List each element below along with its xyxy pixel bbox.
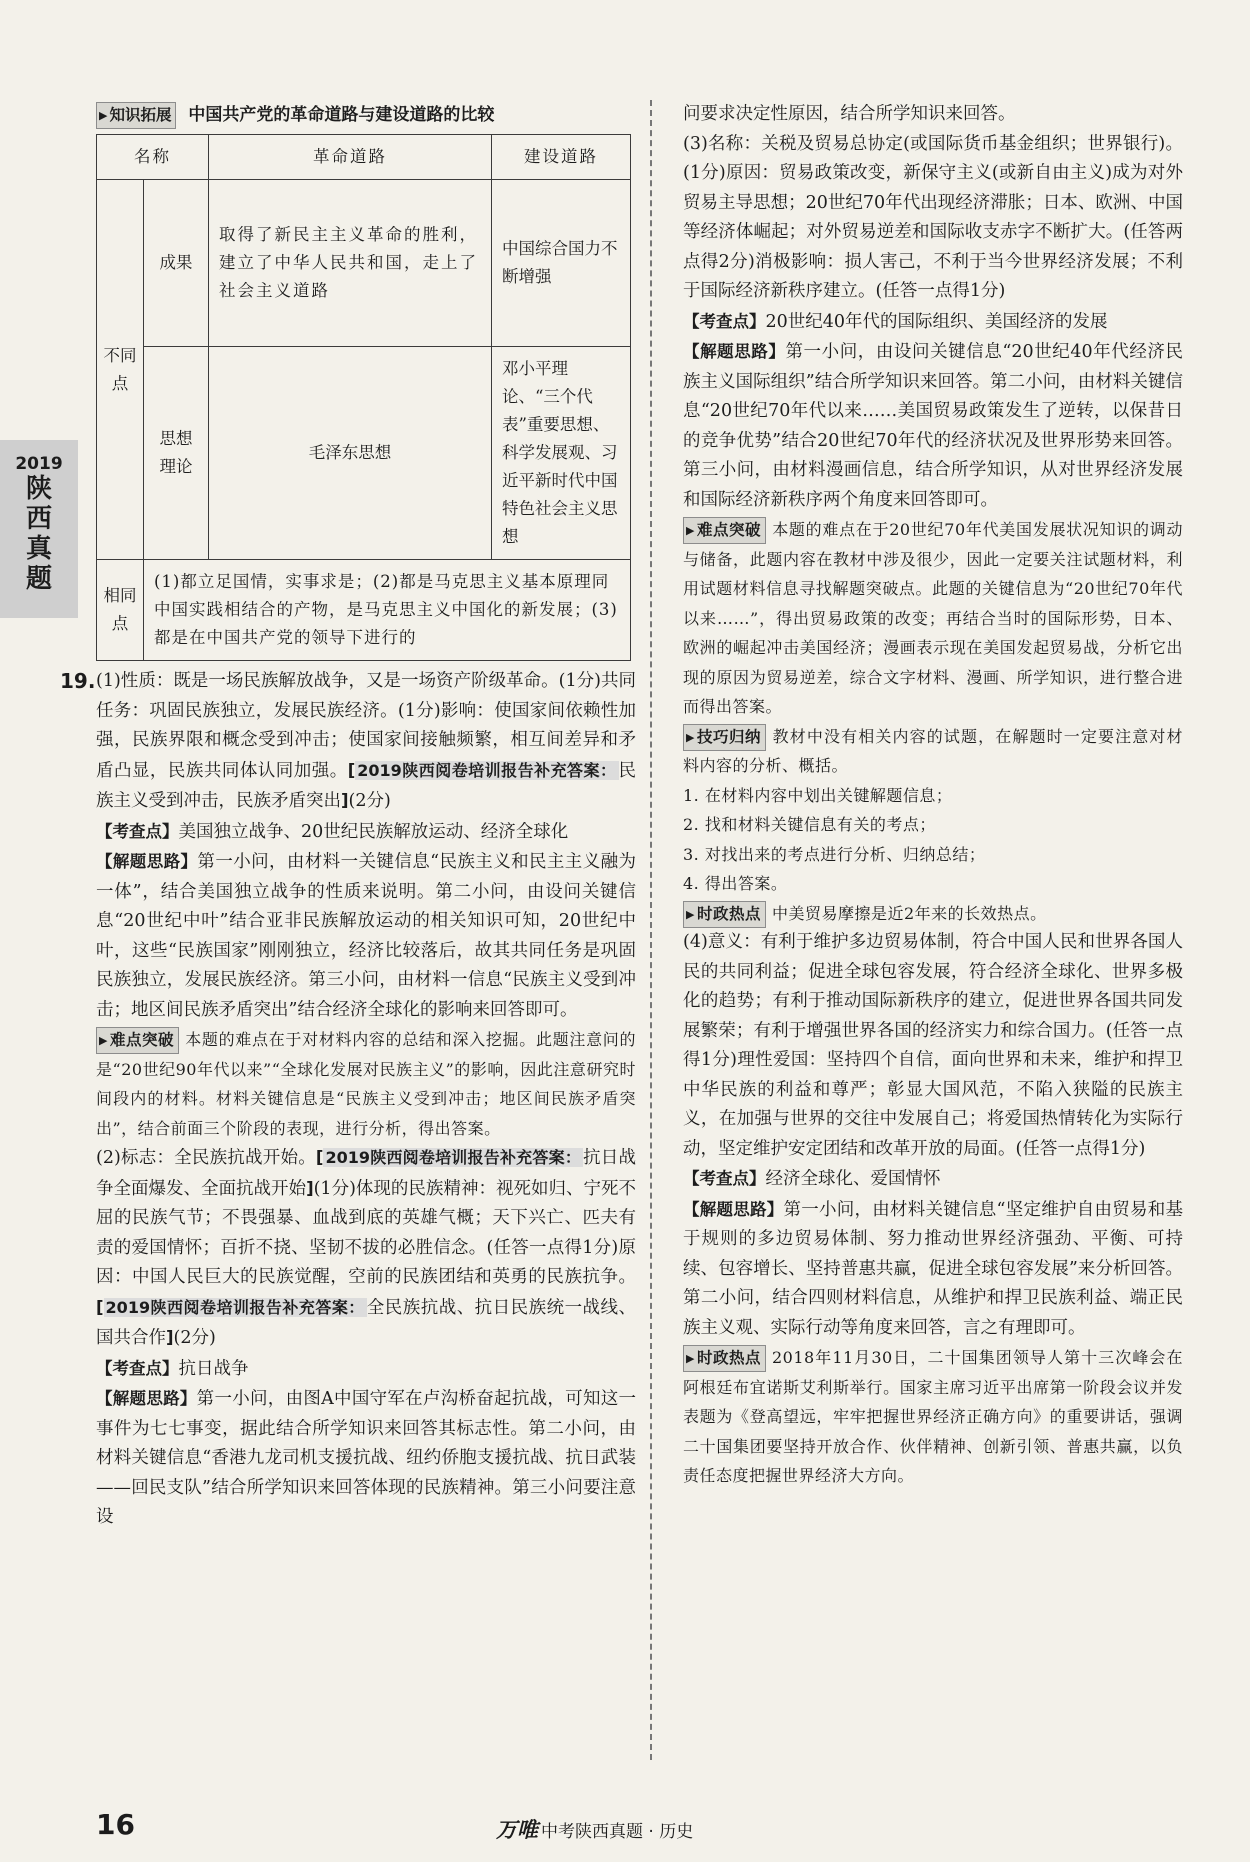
page-footer (0, 1808, 1250, 1848)
answer-text: 问要求决定性原因，结合所学知识来回答。 (683, 104, 1016, 124)
list-item: 4. 得出答案。 (683, 874, 788, 893)
section-label: 【考查点】 (683, 1169, 766, 1188)
table-cell-label: 成果 (144, 180, 209, 347)
difficulty-note (683, 515, 1183, 722)
table-cell: (1)都立足国情，实事求是；(2)都是马克思主义基本原理同中国实践相结合的产物，是马克思主义中国化的新发展；(3)都是在中国共产党的领导下进行的 (144, 560, 631, 661)
solution-idea (96, 1384, 636, 1533)
knowledge-header (96, 100, 636, 130)
hot-topic-tag: ▶ 时政热点 (683, 1345, 766, 1372)
table-header: 名称 (97, 135, 209, 180)
table-header-row (97, 135, 631, 180)
bracket: ] (341, 791, 349, 810)
sidebar-title: 陕西真题 (25, 474, 52, 594)
supplement-label: 2019陕西阅卷培训报告补充答案： (325, 1148, 582, 1167)
list-item: 1. 在材料内容中划出关键解题信息； (683, 785, 953, 805)
section-label: 【解题思路】 (683, 1199, 784, 1219)
table-cell-label: 思想理论 (144, 347, 209, 560)
sidebar-tab (0, 440, 78, 618)
comparison-table (96, 134, 631, 661)
supplement-label: 2019陕西阅卷培训报告补充答案： (357, 760, 617, 780)
kaocha-text: 经济全球化、爱国情怀 (765, 1169, 941, 1189)
table-row (97, 180, 631, 347)
supplement-label: 2019陕西阅卷培训报告补充答案： (105, 1297, 365, 1317)
table-cell-diff: 不同点 (97, 180, 144, 560)
difficulty-text: 本题的难点在于对材料内容的总结和深入挖掘。此题注意问的是“20世纪90年代以来”“全球化发展对民族主义”的影响，因此注意研究时间段内的材料。材料关键信息是“民族主义受到冲击；地区间民族矛盾突出”，结合前面三个阶段的表现，进行分析，得出答案。 (96, 1030, 636, 1138)
table-cell: 毛泽东思想 (209, 347, 492, 560)
right-column (683, 100, 1183, 1491)
kaocha-text: 20世纪40年代的国际组织、美国经济的发展 (765, 311, 1108, 332)
hot-topic (683, 1343, 1183, 1491)
sidebar-year: 2019 (15, 454, 63, 474)
kaocha-point (683, 307, 1183, 338)
solution-text: 第一小问，由设问关键信息“20世纪40年代经济民族主义国际组织”结合所学知识来回答。第二小问，由材料关键信息“20世纪70年代以来……美国贸易政策发生了逆转，以保昔日的竞争优势”结合20世纪70年代的经济状况及世界形势来回答。第三小问，由材料漫画信息，结合所学知识，从对世界经济发展和国际经济新秩序两个角度来回答即可。 (683, 342, 1184, 510)
brand-logo: 万唯 (496, 1818, 538, 1842)
answer-text: (2)标志：全民族抗战开始。 (96, 1148, 316, 1168)
answer-part-4: (4)意义：有利于维护多边贸易体制，符合中国人民和世界各国人民的共同利益；促进全球包容发展，符合经济全球化、世界多极化的趋势；有利于推动国际新秩序的建立，促进世界各国共同发展繁荣；有利于增强世界各国的经济实力和综合国力。(任答一点得1分)理性爱国：坚持四个自信，面向世界和未来，维护和捍卫中华民族的利益和尊严；彰显大国风范，不陷入狭隘的民族主义，在加强与世界的交往中发展自己；将爱国热情转化为实际行动，坚定维护安定团结和改革开放的局面。(任答一点得1分) (683, 932, 1183, 1159)
kaocha-point (96, 817, 636, 848)
bracket: ] (166, 1328, 174, 1347)
answer-text: (2分) (348, 791, 391, 811)
table-header: 革命道路 (209, 135, 492, 180)
solution-idea (96, 847, 636, 1025)
left-column (60, 100, 637, 1533)
answer-text: 抗日战争全面爆发、全面抗战开始 (96, 1148, 636, 1199)
hot-topic-tag: ▶ 时政热点 (683, 901, 766, 928)
kaocha-point (683, 1164, 1183, 1195)
solution-text: 第一小问，由图A中国守军在卢沟桥奋起抗战，可知这一事件为七七事变，据此结合所学知识来回答其标志性。第二小问，由材料关键信息“香港九龙司机支援抗战、纽约侨胞支援抗战、抗日武装——回民支队”结合所学知识来回答体现的民族精神。第三小问要注意设 (96, 1389, 636, 1527)
skill-tag: ▶ 技巧归纳 (683, 724, 766, 751)
difficulty-text: 本题的难点在于20世纪70年代美国发展状况知识的调动与储备，此题内容在教材中涉及很少，因此一定要关注试题材料，利用试题材料信息寻找解题突破点。此题的关键信息为“20世纪70年代以来……”，得出贸易政策的改变；再结合当时的国际形势，日本、欧洲的崛起冲击美国经济；漫画表示现在美国发起贸易战，分析它出现的原因为贸易逆差，综合文字材料、漫画、所学知识，进行整合进而得出答案。 (683, 520, 1183, 716)
skill-text: 教材中没有相关内容的试题，在解题时一定要注意对材料内容的分析、概括。 (683, 726, 1183, 775)
kaocha-point (96, 1354, 636, 1385)
section-label: 【考查点】 (683, 311, 766, 331)
bracket: [ (315, 1148, 324, 1167)
knowledge-tag: ▶ 知识拓展 (96, 102, 176, 129)
difficulty-tag: ▶ 难点突破 (683, 517, 766, 544)
answer-part-2 (96, 1143, 636, 1354)
bracket: [ (347, 760, 356, 780)
hot-topic (683, 899, 1183, 929)
column-divider (650, 100, 652, 1760)
list-item: 3. 对找出来的考点进行分析、归纳总结； (683, 844, 986, 864)
answer-text: 民族主义受到冲击，民族矛盾突出 (96, 760, 636, 811)
solution-idea (683, 1195, 1183, 1344)
hot-topic-text: 中美贸易摩擦是近2年来的长效热点。 (771, 903, 1047, 923)
table-cell: 中国综合国力不断增强 (492, 180, 631, 347)
hot-topic-text: 2018年11月30日，二十国集团领导人第十三次峰会在阿根廷布宜诺斯艾利斯举行。国家主席习近平出席第一阶段会议并发表题为《登高望远，牢牢把握世界经济正确方向》的重要讲话，强调二十国集团要坚持开放合作、伙伴精神、创新引领、普惠共赢，以负责任态度把握世界经济大方向。 (683, 1348, 1183, 1485)
book-title (496, 1814, 693, 1844)
knowledge-title: 中国共产党的革命道路与建设道路的比较 (188, 105, 495, 125)
answer-text: (1分)体现的民族精神：视死如归、宁死不屈的民族气节；不畏强暴、血战到底的英雄气概；天下兴亡、匹夫有责的爱国情怀；百折不挠、坚韧不拔的必胜信念。(任答一点得1分)原因：中国人民巨大的民族觉醒，空前的民族团结和英勇的民族抗争。 (96, 1178, 636, 1287)
section-label: 【解题思路】 (683, 342, 786, 361)
answer-text: (1)性质：既是一场民族解放战争，又是一场资产阶级革命。(1分)共同任务：巩固民族独立，发展民族经济。(1分)影响：使国家间依赖性加强，民族界限和概念受到冲击；使国家间接触频繁，相互间差异和矛盾凸显，民族共同体认同加强。 (96, 671, 636, 781)
answer-text: 全民族抗战、抗日民族统一战线、国共合作 (96, 1297, 636, 1348)
answer-text: (2分) (173, 1328, 216, 1348)
table-row (97, 347, 631, 560)
table-cell: 邓小平理论、“三个代表”重要思想、科学发展观、习近平新时代中国特色社会主义思想 (492, 347, 631, 560)
question-number: 19. (60, 669, 96, 693)
kaocha-text: 抗日战争 (178, 1358, 249, 1379)
solution-text: 第一小问，由材料关键信息“坚定维护自由贸易和基于规则的多边贸易体制、努力推动世界经济强劲、平衡、可持续、包容增长、坚持普惠共赢，促进全球包容发展”来分析回答。第二小问，结合四则材料信息，从维护和捍卫民族利益、端正民族主义观、实际行动等角度来回答，言之有理即可。 (683, 1199, 1183, 1338)
book-name: 中考陕西真题 · 历史 (541, 1822, 694, 1842)
bracket: [ (96, 1297, 104, 1317)
answer-part-1 (96, 667, 636, 817)
bracket: ] (306, 1178, 314, 1198)
table-cell: 取得了新民主主义革命的胜利，建立了中华人民共和国，走上了社会主义道路 (209, 180, 492, 347)
question-19 (60, 667, 637, 1533)
skill-summary (683, 722, 1183, 781)
solution-idea (683, 337, 1183, 515)
table-row (97, 560, 631, 661)
section-label: 【解题思路】 (96, 852, 198, 871)
section-label: 【考查点】 (96, 821, 179, 841)
page-number: 16 (96, 1808, 135, 1841)
kaocha-text: 美国独立战争、20世纪民族解放运动、经济全球化 (178, 821, 569, 842)
section-label: 【解题思路】 (96, 1389, 197, 1408)
section-label: 【考查点】 (96, 1358, 179, 1378)
answer-part-3: (3)名称：关税及贸易总协定(或国际货币基金组织；世界银行)。(1分)原因：贸易政策改变，新保守主义(或新自由主义)成为对外贸易主导思想；20世纪70年代出现经济滞胀；日本、欧洲、中国等经济体崛起；对外贸易逆差和国际收支赤字不断扩大。(任答两点得2分)消极影响：损人害己，不利于当今世界经济发展；不利于国际经济新秩序建立。(任答一点得1分) (683, 133, 1183, 301)
solution-text: 第一小问，由材料一关键信息“民族主义和民主主义融为一体”，结合美国独立战争的性质来说明。第二小问，由设问关键信息“20世纪中叶”结合亚非民族解放运动的相关知识可知，20世纪中叶，这些“民族国家”刚刚独立，经济比较落后，故其共同任务是巩固民族独立，发展民族经济。第三小问，由材料一信息“民族主义受到冲击；地区间民族矛盾突出”结合经济全球化的影响来回答即可。 (96, 852, 637, 1020)
difficulty-note (96, 1025, 636, 1143)
difficulty-tag: ▶ 难点突破 (96, 1027, 179, 1054)
table-header: 建设道路 (492, 135, 631, 180)
table-cell-same: 相同点 (97, 560, 144, 661)
list-item: 2. 找和材料关键信息有关的考点； (683, 815, 936, 834)
